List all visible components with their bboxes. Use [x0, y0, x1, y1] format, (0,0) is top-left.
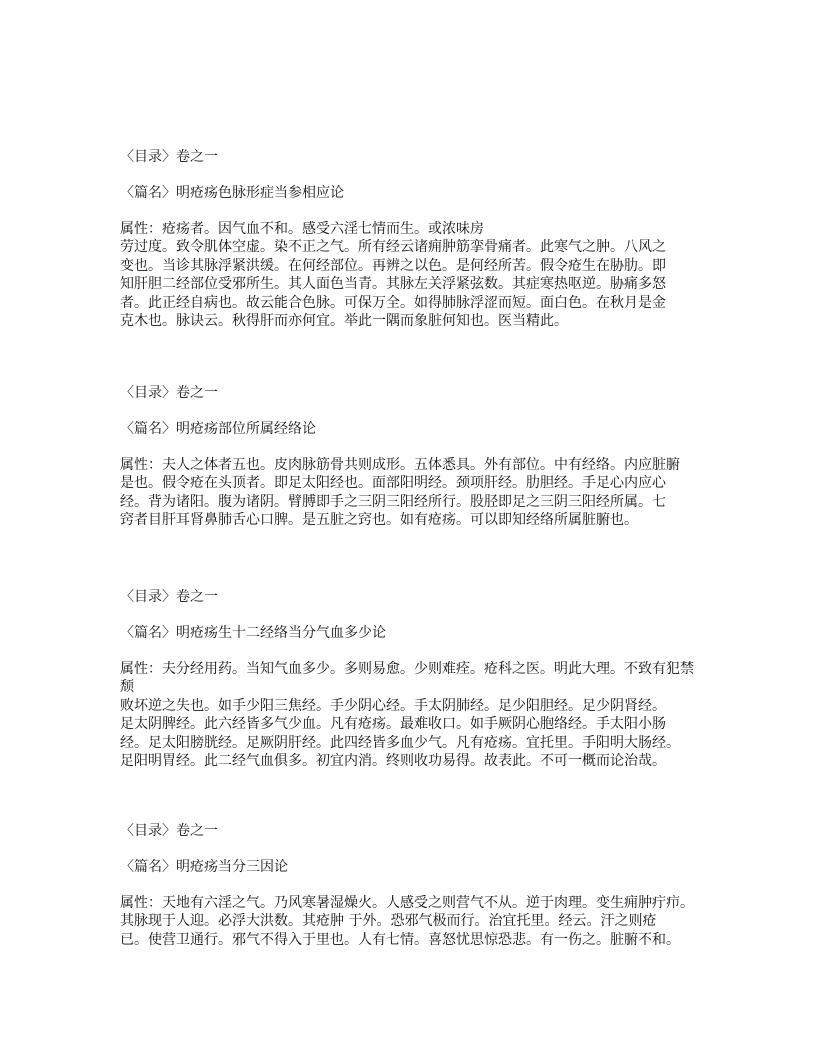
body-line: 经。足太阳膀胱经。足厥阴肝经。此四经皆多血少气。凡有疮疡。宜托里。手阳明大肠经。	[120, 734, 680, 751]
chapter-title: 〈篇名〉明疮疡色脉形症当参相应论	[120, 185, 344, 201]
catalog-label: 〈目录〉卷之一	[120, 149, 218, 165]
body-line: 败坏逆之失也。如手少阳三焦经。手少阴心经。手太阴肺经。足少阳胆经。足少阴肾经。	[120, 697, 666, 714]
body-line: 经。背为诸阳。腹为诸阴。臂膊即手之三阴三阳经所行。股胫即足之三阴三阳经所属。七	[120, 493, 666, 510]
body-line: 属性：夫人之体者五也。皮肉脉筋骨共则成形。五体悉具。外有部位。中有经络。内应脏腑	[120, 457, 680, 473]
chapter-title: 〈篇名〉明疮疡部位所属经络论	[120, 421, 316, 437]
document-section	[120, 384, 720, 530]
document-section	[120, 822, 720, 949]
spacer	[120, 402, 720, 420]
body-line: 劳过度。致令肌体空虚。染不正之气。所有经云诸痈肿筋挛骨痛者。此寒气之肿。八风之	[120, 239, 666, 256]
body-line: 颓	[120, 679, 134, 696]
body-line: 已。使营卫通行。邪气不得入于里也。人有七情。喜怒忧思惊恐悲。有一伤之。脏腑不和。	[120, 931, 680, 948]
spacer	[120, 166, 720, 184]
spacer	[120, 202, 720, 220]
spacer	[120, 438, 720, 456]
body-line: 属性：夫分经用药。当知气血多少。多则易愈。少则难痊。疮科之医。明此大理。不致有犯禁	[120, 661, 694, 677]
document-section	[120, 148, 720, 330]
body-line: 足阳明胃经。此二经气血俱多。初宜内消。终则收功易得。故表此。不可一概而论治哉。	[120, 753, 666, 770]
body-line: 者。此正经自病也。故云能合色脉。可保万全。如得肺脉浮涩而短。面白色。在秋月是金	[120, 294, 666, 311]
spacer	[120, 876, 720, 894]
chapter-title: 〈篇名〉明疮疡当分三因论	[120, 859, 288, 875]
body-line: 变也。当诊其脉浮紧洪缓。在何经部位。再辨之以色。是何经所苦。假令疮生在胁肋。即	[120, 257, 666, 274]
body-line: 属性：天地有六淫之气。乃风寒暑湿燥火。人感受之则营气不从。逆于肉理。变生痈肿疔疖。	[120, 895, 694, 911]
body-line: 窍者目肝耳肾鼻肺舌心口脾。是五脏之窍也。如有疮疡。可以即知经络所属脏腑也。	[120, 512, 638, 529]
spacer	[120, 840, 720, 858]
body-line: 是也。假令疮在头顶者。即足太阳经也。面部阳明经。颈项肝经。肋胆经。手足心内应心	[120, 475, 666, 492]
document-section	[120, 588, 720, 770]
body-line: 其脉现于人迎。必浮大洪数。其疮肿 于外。恐邪气极而行。治宜托里。经云。汗之则疮	[120, 913, 657, 930]
catalog-label: 〈目录〉卷之一	[120, 823, 218, 839]
spacer	[120, 606, 720, 624]
catalog-label: 〈目录〉卷之一	[120, 385, 218, 401]
spacer	[120, 642, 720, 660]
catalog-label: 〈目录〉卷之一	[120, 589, 218, 605]
body-line: 足太阴脾经。此六经皆多气少血。凡有疮疡。最难收口。如手厥阴心胞络经。手太阳小肠	[120, 716, 666, 733]
body-line: 克木也。脉诀云。秋得肝而亦何宜。举此一隅而象脏何知也。医当精此。	[120, 313, 568, 330]
chapter-title: 〈篇名〉明疮疡生十二经络当分气血多少论	[120, 625, 386, 641]
body-line: 知肝胆二经部位受邪所生。其人面色当青。其脉左关浮紧弦数。其症寒热呕逆。胁痛多怒	[120, 276, 666, 293]
body-line: 属性：疮疡者。因气血不和。感受六淫七情而生。或浓味房	[120, 221, 484, 237]
